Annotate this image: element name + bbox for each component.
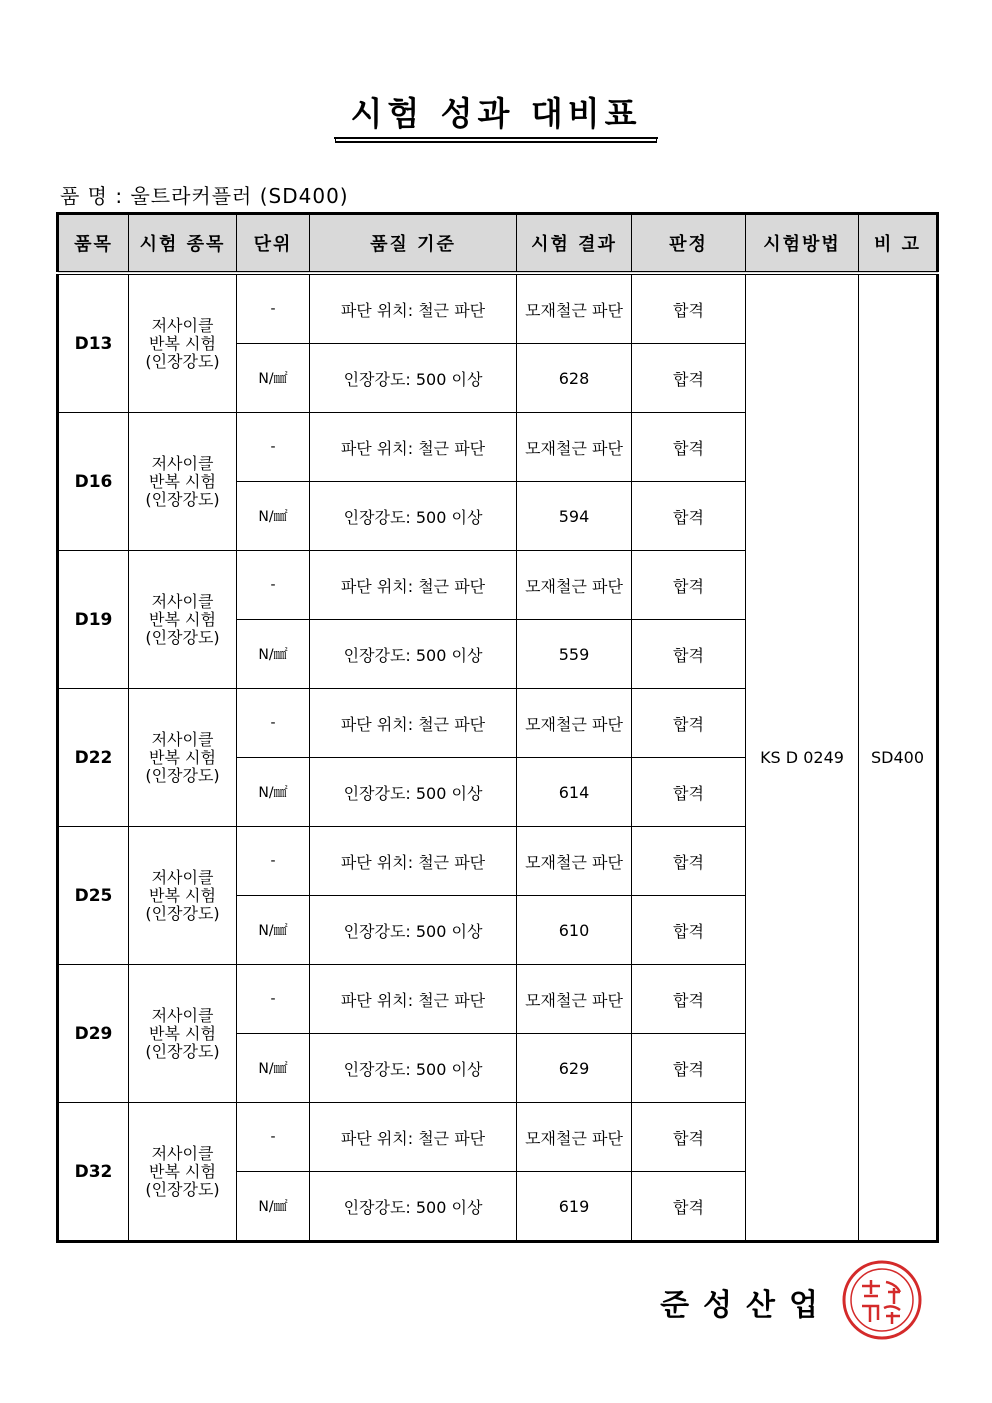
standard-cell: 파단 위치: 철근 파단 xyxy=(310,551,517,620)
test-type-line: 반복 시험 xyxy=(149,885,216,905)
item-code: D25 xyxy=(58,827,129,965)
judgement-cell: 합격 xyxy=(632,896,746,965)
unit-cell: N/㎟ xyxy=(237,620,310,689)
test-type-line: 반복 시험 xyxy=(149,747,216,767)
test-type-line: 반복 시험 xyxy=(149,609,216,629)
test-type xyxy=(129,827,237,965)
unit-cell: - xyxy=(237,551,310,620)
unit-cell: - xyxy=(237,827,310,896)
result-cell: 614 xyxy=(517,758,632,827)
header-item: 품목 xyxy=(58,214,129,274)
test-type-line: (인장강도) xyxy=(145,765,220,785)
test-type-line: 저사이클 xyxy=(151,1143,214,1163)
standard-cell: 파단 위치: 철근 파단 xyxy=(310,273,517,344)
standard-cell: 인장강도: 500 이상 xyxy=(310,620,517,689)
result-cell: 모재철근 파단 xyxy=(517,1103,632,1172)
unit-cell: - xyxy=(237,689,310,758)
standard-cell: 파단 위치: 철근 파단 xyxy=(310,965,517,1034)
test-type-line: 저사이클 xyxy=(151,729,214,749)
result-cell: 559 xyxy=(517,620,632,689)
standard-cell: 인장강도: 500 이상 xyxy=(310,344,517,413)
standard-cell: 파단 위치: 철근 파단 xyxy=(310,1103,517,1172)
header-judgement: 판정 xyxy=(632,214,746,274)
item-code: D19 xyxy=(58,551,129,689)
unit-cell: N/㎟ xyxy=(237,758,310,827)
test-type xyxy=(129,413,237,551)
judgement-cell: 합격 xyxy=(632,413,746,482)
header-result: 시험 결과 xyxy=(517,214,632,274)
test-type-line: (인장강도) xyxy=(145,1041,220,1061)
standard-cell: 인장강도: 500 이상 xyxy=(310,1172,517,1242)
standard-cell: 인장강도: 500 이상 xyxy=(310,758,517,827)
test-type-line: (인장강도) xyxy=(145,627,220,647)
judgement-cell: 합격 xyxy=(632,482,746,551)
item-name-line: 품 명 : 울트라커플러 (SD400) xyxy=(60,184,349,208)
test-type-line: 저사이클 xyxy=(151,591,214,611)
test-type-line: 저사이클 xyxy=(151,453,214,473)
judgement-cell: 합격 xyxy=(632,273,746,344)
item-code: D29 xyxy=(58,965,129,1103)
result-cell: 모재철근 파단 xyxy=(517,965,632,1034)
result-cell: 628 xyxy=(517,344,632,413)
result-cell: 모재철근 파단 xyxy=(517,273,632,344)
header-remark: 비 고 xyxy=(859,214,938,274)
test-type-line: 저사이클 xyxy=(151,315,214,335)
unit-cell: N/㎟ xyxy=(237,1034,310,1103)
header-row xyxy=(58,214,938,274)
standard-cell: 인장강도: 500 이상 xyxy=(310,896,517,965)
result-cell: 모재철근 파단 xyxy=(517,551,632,620)
judgement-cell: 합격 xyxy=(632,827,746,896)
test-type xyxy=(129,689,237,827)
judgement-cell: 합격 xyxy=(632,1103,746,1172)
result-cell: 610 xyxy=(517,896,632,965)
judgement-cell: 합격 xyxy=(632,1034,746,1103)
test-results-table xyxy=(56,212,939,1243)
standard-cell: 인장강도: 500 이상 xyxy=(310,1034,517,1103)
unit-cell: - xyxy=(237,1103,310,1172)
test-type-line: 반복 시험 xyxy=(149,1023,216,1043)
test-type xyxy=(129,551,237,689)
unit-cell: N/㎟ xyxy=(237,896,310,965)
unit-cell: - xyxy=(237,273,310,344)
test-type-line: (인장강도) xyxy=(145,351,220,371)
standard-cell: 인장강도: 500 이상 xyxy=(310,482,517,551)
result-cell: 모재철근 파단 xyxy=(517,827,632,896)
result-cell: 594 xyxy=(517,482,632,551)
title-text: 시험 성과 대비표 xyxy=(334,88,657,139)
judgement-cell: 합격 xyxy=(632,965,746,1034)
method-cell: KS D 0249 xyxy=(746,273,859,1242)
remark-cell: SD400 xyxy=(859,273,938,1242)
unit-cell: - xyxy=(237,413,310,482)
test-type-line: (인장강도) xyxy=(145,1179,220,1199)
standard-cell: 파단 위치: 철근 파단 xyxy=(310,413,517,482)
header-method: 시험방법 xyxy=(746,214,859,274)
test-type-line: 반복 시험 xyxy=(149,1161,216,1181)
test-type xyxy=(129,273,237,413)
result-cell: 619 xyxy=(517,1172,632,1242)
judgement-cell: 합격 xyxy=(632,689,746,758)
judgement-cell: 합격 xyxy=(632,551,746,620)
company-name: 준성산업 xyxy=(660,1288,832,1323)
test-type-line: 반복 시험 xyxy=(149,333,216,353)
header-test-type: 시험 종목 xyxy=(129,214,237,274)
unit-cell: N/㎟ xyxy=(237,482,310,551)
judgement-cell: 합격 xyxy=(632,758,746,827)
result-cell: 모재철근 파단 xyxy=(517,689,632,758)
result-cell: 모재철근 파단 xyxy=(517,413,632,482)
test-type xyxy=(129,1103,237,1242)
judgement-cell: 합격 xyxy=(632,620,746,689)
test-type-line: 반복 시험 xyxy=(149,471,216,491)
result-cell: 629 xyxy=(517,1034,632,1103)
judgement-cell: 합격 xyxy=(632,1172,746,1242)
company-seal-icon xyxy=(840,1258,924,1342)
document-title xyxy=(0,88,992,139)
unit-cell: - xyxy=(237,965,310,1034)
test-type-line: 저사이클 xyxy=(151,867,214,887)
judgement-cell: 합격 xyxy=(632,344,746,413)
table-row xyxy=(58,273,938,344)
item-code: D16 xyxy=(58,413,129,551)
header-unit: 단위 xyxy=(237,214,310,274)
item-code: D32 xyxy=(58,1103,129,1242)
test-type-line: 저사이클 xyxy=(151,1005,214,1025)
unit-cell: N/㎟ xyxy=(237,344,310,413)
unit-cell: N/㎟ xyxy=(237,1172,310,1242)
item-code: D22 xyxy=(58,689,129,827)
test-type-line: (인장강도) xyxy=(145,903,220,923)
test-type xyxy=(129,965,237,1103)
test-type-line: (인장강도) xyxy=(145,489,220,509)
standard-cell: 파단 위치: 철근 파단 xyxy=(310,689,517,758)
item-code: D13 xyxy=(58,273,129,413)
standard-cell: 파단 위치: 철근 파단 xyxy=(310,827,517,896)
header-standard: 품질 기준 xyxy=(310,214,517,274)
